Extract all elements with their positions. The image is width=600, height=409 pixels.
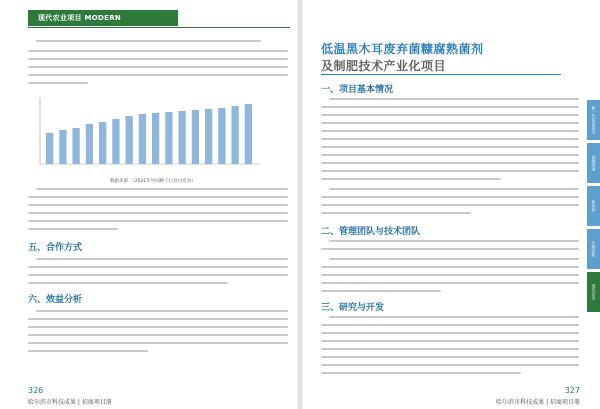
text-line (36, 258, 288, 260)
text-line (28, 318, 288, 320)
side-category-tabs (587, 100, 600, 315)
text-line (28, 274, 288, 276)
chart-caption: 数据来源：《2021年中国种子行业白皮书》 (110, 179, 196, 184)
chart-bar (99, 122, 106, 164)
title-rule (321, 74, 561, 75)
text-line (28, 50, 288, 52)
chart-bar (139, 114, 146, 164)
text-line (28, 220, 288, 222)
text-line (321, 290, 441, 292)
text-line (321, 138, 579, 140)
text-line (321, 324, 579, 326)
text-line (321, 332, 579, 334)
chart-bar (232, 106, 239, 164)
text-line (321, 340, 579, 342)
left-footer (28, 386, 112, 406)
text-line (329, 188, 579, 190)
side-tab-biomed[interactable]: 生物医药 (587, 229, 600, 269)
chart-bar (245, 104, 252, 164)
text-line (329, 240, 579, 242)
text-line (321, 154, 579, 156)
text-line (36, 40, 261, 42)
chart-bar (165, 112, 172, 164)
right-footer (496, 386, 580, 406)
chart-bar (112, 119, 119, 164)
text-line (28, 82, 88, 84)
text-line (28, 212, 288, 214)
text-line (321, 204, 579, 206)
chart-bar (73, 128, 80, 164)
section-2-title: 二、管理团队与技术团队 (321, 227, 421, 237)
text-line (28, 228, 118, 230)
project-title-line-1: 低温黑木耳废弃菌糠腐熟菌剂 (321, 42, 484, 56)
text-line (321, 372, 521, 374)
text-line (28, 58, 288, 60)
footer-text: 哈尔滨市科技成果 | 招商项目册 (496, 399, 580, 406)
text-line (28, 266, 288, 268)
text-line (28, 342, 288, 344)
text-line (321, 348, 579, 350)
section-3-title: 三、研究与开发 (321, 303, 385, 313)
chart-bar (86, 124, 93, 164)
text-line (36, 310, 288, 312)
text-line (321, 106, 579, 108)
text-line (28, 204, 288, 206)
text-line (321, 114, 579, 116)
section-1-title: 一、项目基本情况 (321, 85, 394, 95)
text-line (329, 98, 579, 100)
text-line (321, 364, 579, 366)
text-line (329, 258, 579, 260)
chart-bar (179, 111, 186, 164)
text-line (28, 326, 288, 328)
side-tab-equipment[interactable]: 高端装备 (587, 143, 600, 183)
footer-text: 哈尔滨市科技成果 | 招商项目册 (28, 399, 112, 406)
text-line (321, 130, 579, 132)
section-6-title: 六、效益分析 (28, 295, 83, 305)
seed-market-chart (36, 94, 264, 170)
text-line (28, 282, 228, 284)
left-page (0, 0, 297, 409)
text-line (28, 350, 148, 352)
text-line (321, 170, 579, 172)
chart-bar (192, 110, 199, 164)
chart-bar (126, 116, 133, 164)
text-line (28, 334, 288, 336)
page-number: 326 (28, 386, 44, 395)
text-line (321, 248, 579, 250)
chart-bar (218, 108, 225, 164)
text-line (321, 266, 579, 268)
side-tab-agriculture[interactable]: 现代农业 (587, 272, 600, 312)
section-header: 现代农业项目 MODERN AGRICULTURE (28, 10, 178, 26)
text-line (321, 282, 579, 284)
text-line (329, 316, 579, 318)
side-tab-materials[interactable]: 新材料 (587, 186, 600, 226)
text-line (28, 66, 288, 68)
text-line (321, 146, 579, 148)
chart-bar (46, 133, 53, 164)
text-line (321, 162, 579, 164)
section-5-title: 五、合作方式 (28, 243, 83, 253)
project-title-line-2: 及制肥技术产业化项目 (321, 59, 447, 73)
text-line (321, 122, 579, 124)
page-number: 327 (564, 386, 580, 395)
text-line (321, 178, 501, 180)
right-page (303, 0, 600, 409)
text-line (321, 356, 579, 358)
header-rule (28, 27, 290, 28)
text-line (28, 74, 288, 76)
side-tab-it[interactable]: 新一代信息技术 (587, 100, 600, 140)
text-line (321, 212, 471, 214)
text-line (321, 196, 579, 198)
text-line (36, 188, 288, 190)
text-line (28, 196, 288, 198)
chart-bar (205, 109, 212, 164)
text-line (321, 274, 579, 276)
chart-bar (152, 113, 159, 164)
chart-bar (59, 130, 66, 164)
